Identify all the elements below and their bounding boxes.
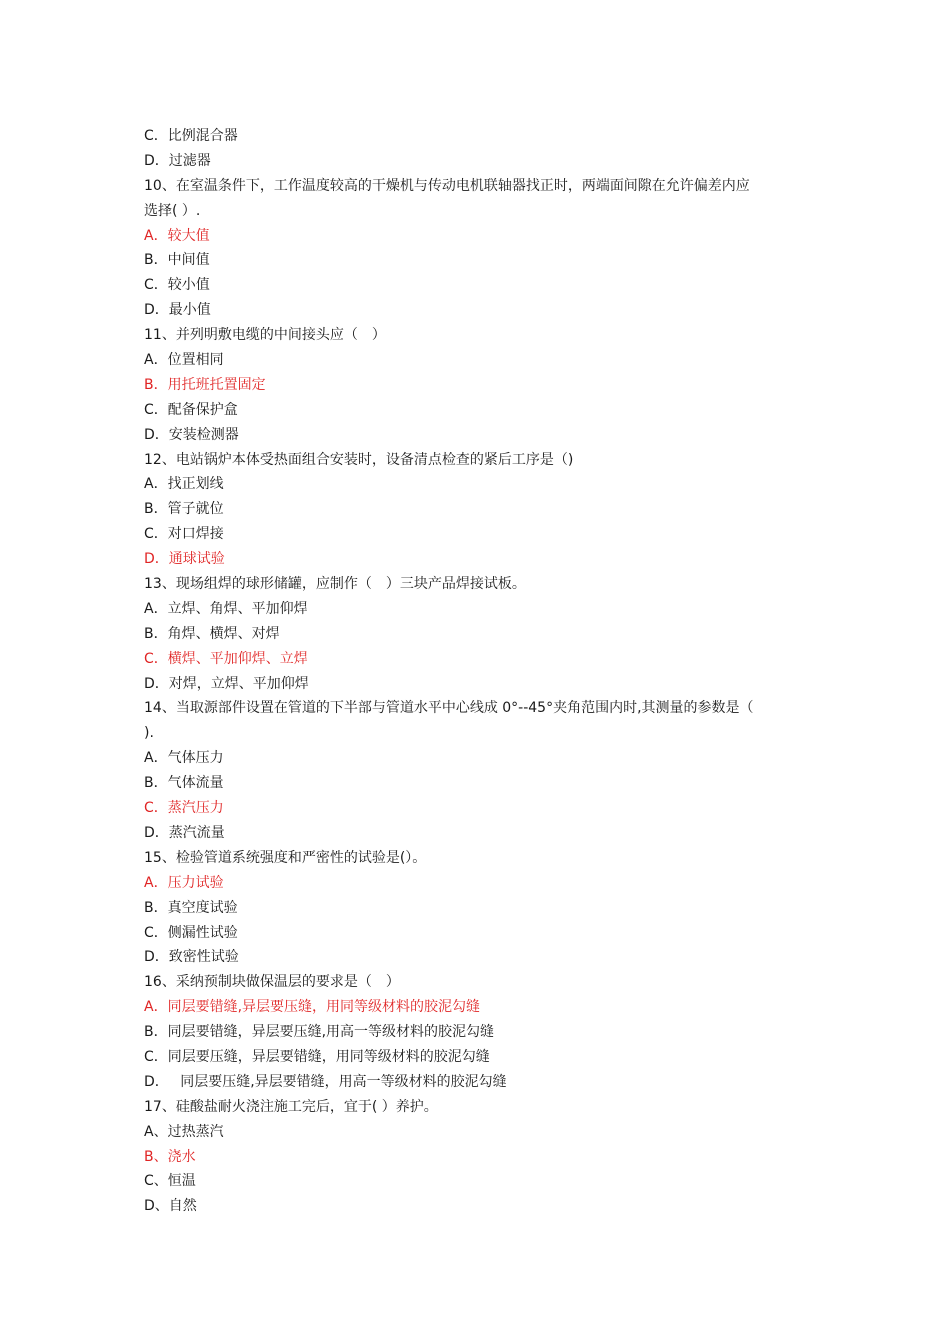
answer-option: C．对口焊接 bbox=[144, 526, 224, 543]
answer-option: B．气体流量 bbox=[144, 775, 224, 792]
answer-option: C．比例混合器 bbox=[144, 128, 238, 144]
answer-option: B．角焊、横焊、对焊 bbox=[144, 625, 280, 642]
answer-option-correct: C．横焊、平加仰焊、立焊 bbox=[144, 650, 308, 667]
answer-option: D． 同层要压缝,异层要错缝，用高一等级材料的胶泥勾缝 bbox=[144, 1073, 507, 1090]
answer-option: D．对焊，立焊、平加仰焊 bbox=[144, 675, 309, 692]
question-stem: 11、并列明敷电缆的中间接头应（ ） bbox=[144, 327, 386, 344]
answer-option: B．同层要错缝，异层要压缝,用高一等级材料的胶泥勾缝 bbox=[144, 1024, 495, 1041]
answer-option: C、恒温 bbox=[144, 1173, 196, 1190]
answer-option-correct: A．同层要错缝,异层要压缝，用同等级材料的胶泥勾缝 bbox=[144, 999, 481, 1016]
answer-option: C．配备保护盒 bbox=[144, 401, 238, 418]
answer-option: D．安装检测器 bbox=[144, 426, 239, 443]
answer-option-correct: A．压力试验 bbox=[144, 874, 224, 891]
question-stem: 16、采纳预制块做保温层的要求是（ ） bbox=[144, 974, 400, 991]
answer-option: C．侧漏性试验 bbox=[144, 924, 238, 941]
answer-option: A．立焊、角焊、平加仰焊 bbox=[144, 600, 308, 617]
answer-option: B．真空度试验 bbox=[144, 899, 238, 916]
question-stem-continuation: ). bbox=[144, 725, 154, 742]
question-stem: 10、在室温条件下，工作温度较高的干燥机与传动电机联轴器找正时，两端面间隙在允许偏差内应 bbox=[144, 177, 750, 194]
answer-option: C．较小值 bbox=[144, 277, 210, 294]
answer-option-correct: B、浇水 bbox=[144, 1148, 196, 1165]
question-stem: 12、电站锅炉本体受热面组合安装时，设备清点检查的紧后工序是（) bbox=[144, 451, 574, 468]
answer-option: C．同层要压缝，异层要错缝，用同等级材料的胶泥勾缝 bbox=[144, 1048, 490, 1065]
answer-option: B．管子就位 bbox=[144, 501, 224, 518]
question-stem: 17、硅酸盐耐火浇注施工完后，宜于( ）养护。 bbox=[144, 1098, 438, 1115]
question-stem: 13、现场组焊的球形储罐，应制作（ ）三块产品焊接试板。 bbox=[144, 576, 526, 593]
answer-option: D．最小值 bbox=[144, 302, 211, 319]
answer-option: D．蒸汽流量 bbox=[144, 824, 225, 841]
answer-option-correct: B．用托班托置固定 bbox=[144, 376, 266, 393]
answer-option: A、过热蒸汽 bbox=[144, 1123, 224, 1140]
answer-option: D．致密性试验 bbox=[144, 949, 239, 966]
answer-option: A．位置相同 bbox=[144, 352, 224, 369]
question-stem: 15、检验管道系统强度和严密性的试验是(）。 bbox=[144, 849, 427, 866]
answer-option: D、自然 bbox=[144, 1198, 197, 1215]
answer-option: A．气体压力 bbox=[144, 750, 224, 767]
answer-option-correct: D．通球试验 bbox=[144, 551, 225, 568]
answer-option-correct: C．蒸汽压力 bbox=[144, 800, 224, 817]
answer-option: B．中间值 bbox=[144, 252, 210, 269]
answer-option: A．找正划线 bbox=[144, 476, 224, 493]
answer-option-correct: A．较大值 bbox=[144, 227, 210, 244]
answer-option: D．过滤器 bbox=[144, 152, 211, 169]
question-stem: 14、当取源部件设置在管道的下半部与管道水平中心线成 0°--45°夹角范围内时,其测量的参数是（ bbox=[144, 700, 754, 717]
question-stem-continuation: 选择( ）. bbox=[144, 202, 201, 219]
question-list bbox=[144, 124, 824, 1219]
